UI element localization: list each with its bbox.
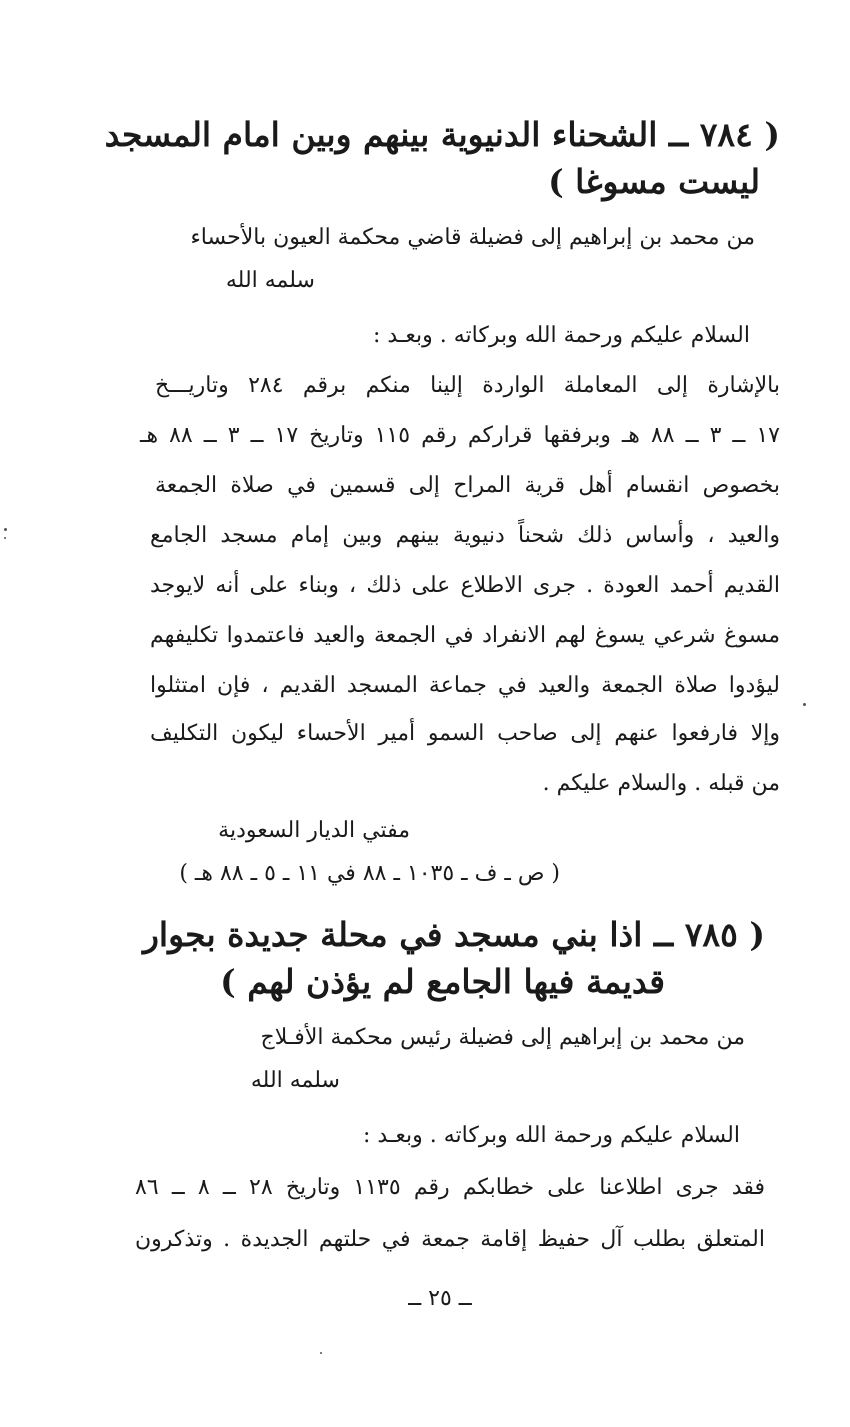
article-784-body-line: القديم أحمد العودة . جرى الاطلاع على ذلك ، وبناء على أنه لايوجد (150, 573, 780, 598)
article-784-body-line: بخصوص انقسام أهل قرية المراح إلى قسمين في صلاة الجمعة (155, 473, 780, 498)
article-785-body-line: فقد جرى اطلاعنا على خطابكم رقم ١١٣٥ وتاريخ ٢٨ ــ ٨ ــ ٨٦ (135, 1175, 765, 1200)
article-784-body-line: ليؤدوا صلاة الجمعة والعيد في جماعة المسجد القديم ، فإن امتثلوا (150, 673, 780, 698)
scan-speck (803, 703, 806, 706)
article-785-heading-line-2: قديمة فيها الجامع لم يؤذن لهم ) (220, 962, 665, 1001)
article-784-body-line: ١٧ ــ ٣ ــ ٨٨ هـ وبرفقها قراركم رقم ١١٥ وتاريخ ١٧ ــ ٣ ــ ٨٨ هـ (140, 423, 780, 448)
article-784-body-line: وإلا فارفعوا عنهم إلى صاحب السمو أمير الأحساء ليكون التكليف (150, 721, 780, 746)
article-784-heading-line-1: ( ٧٨٤ ــ الشحناء الدنيوية بينهم وبين امام المسجد (104, 115, 780, 154)
scan-speck (320, 1352, 322, 1354)
article-784-reference: ( ص ـ ف ـ ١٠٣٥ ـ ٨٨ في ١١ ـ ٥ ـ ٨٨ هـ ) (179, 861, 560, 886)
article-784-from-line: من محمد بن إبراهيم إلى فضيلة قاضي محكمة العيون بالأحساء (190, 225, 755, 250)
article-784-body-line: والعيد ، وأساس ذلك شحناً دنيوية بينهم وبين إمام مسجد الجامع (150, 523, 780, 548)
article-784-heading-line-2: ليست مسوغا ) (548, 162, 760, 201)
article-785-body-line: المتعلق بطلب آل حفيظ إقامة جمعة في حلتهم الجديدة . وتذكرون (135, 1227, 765, 1252)
page-number: ــ ٢٥ ــ (408, 1286, 472, 1311)
article-784-body-line: بالإشارة إلى المعاملة الواردة إلينا منكم برقم ٢٨٤ وتاريـــخ (155, 373, 780, 398)
scan-speck (4, 528, 7, 531)
article-785-from-line: من محمد بن إبراهيم إلى فضيلة رئيس محكمة الأفـلاج (260, 1025, 745, 1050)
article-784-salutation: سلمه الله (225, 268, 315, 293)
article-784-body-line: مسوغ شرعي يسوغ لهم الانفراد في الجمعة والعيد فاعتمدوا تكليفهم (150, 623, 780, 648)
article-784-greeting: السلام عليكم ورحمة الله وبركاته . وبعـد : (373, 323, 750, 348)
scan-speck (4, 537, 6, 539)
article-785-heading-line-1: ( ٧٨٥ ــ اذا بني مسجد في محلة جديدة بجوار (143, 915, 765, 954)
article-784-signature: مفتي الديار السعودية (218, 818, 410, 843)
article-784-body-line: من قبله . والسلام عليكم . (542, 771, 780, 796)
article-785-salutation: سلمه الله (250, 1068, 340, 1093)
article-785-greeting: السلام عليكم ورحمة الله وبركاته . وبعـد : (363, 1123, 740, 1148)
